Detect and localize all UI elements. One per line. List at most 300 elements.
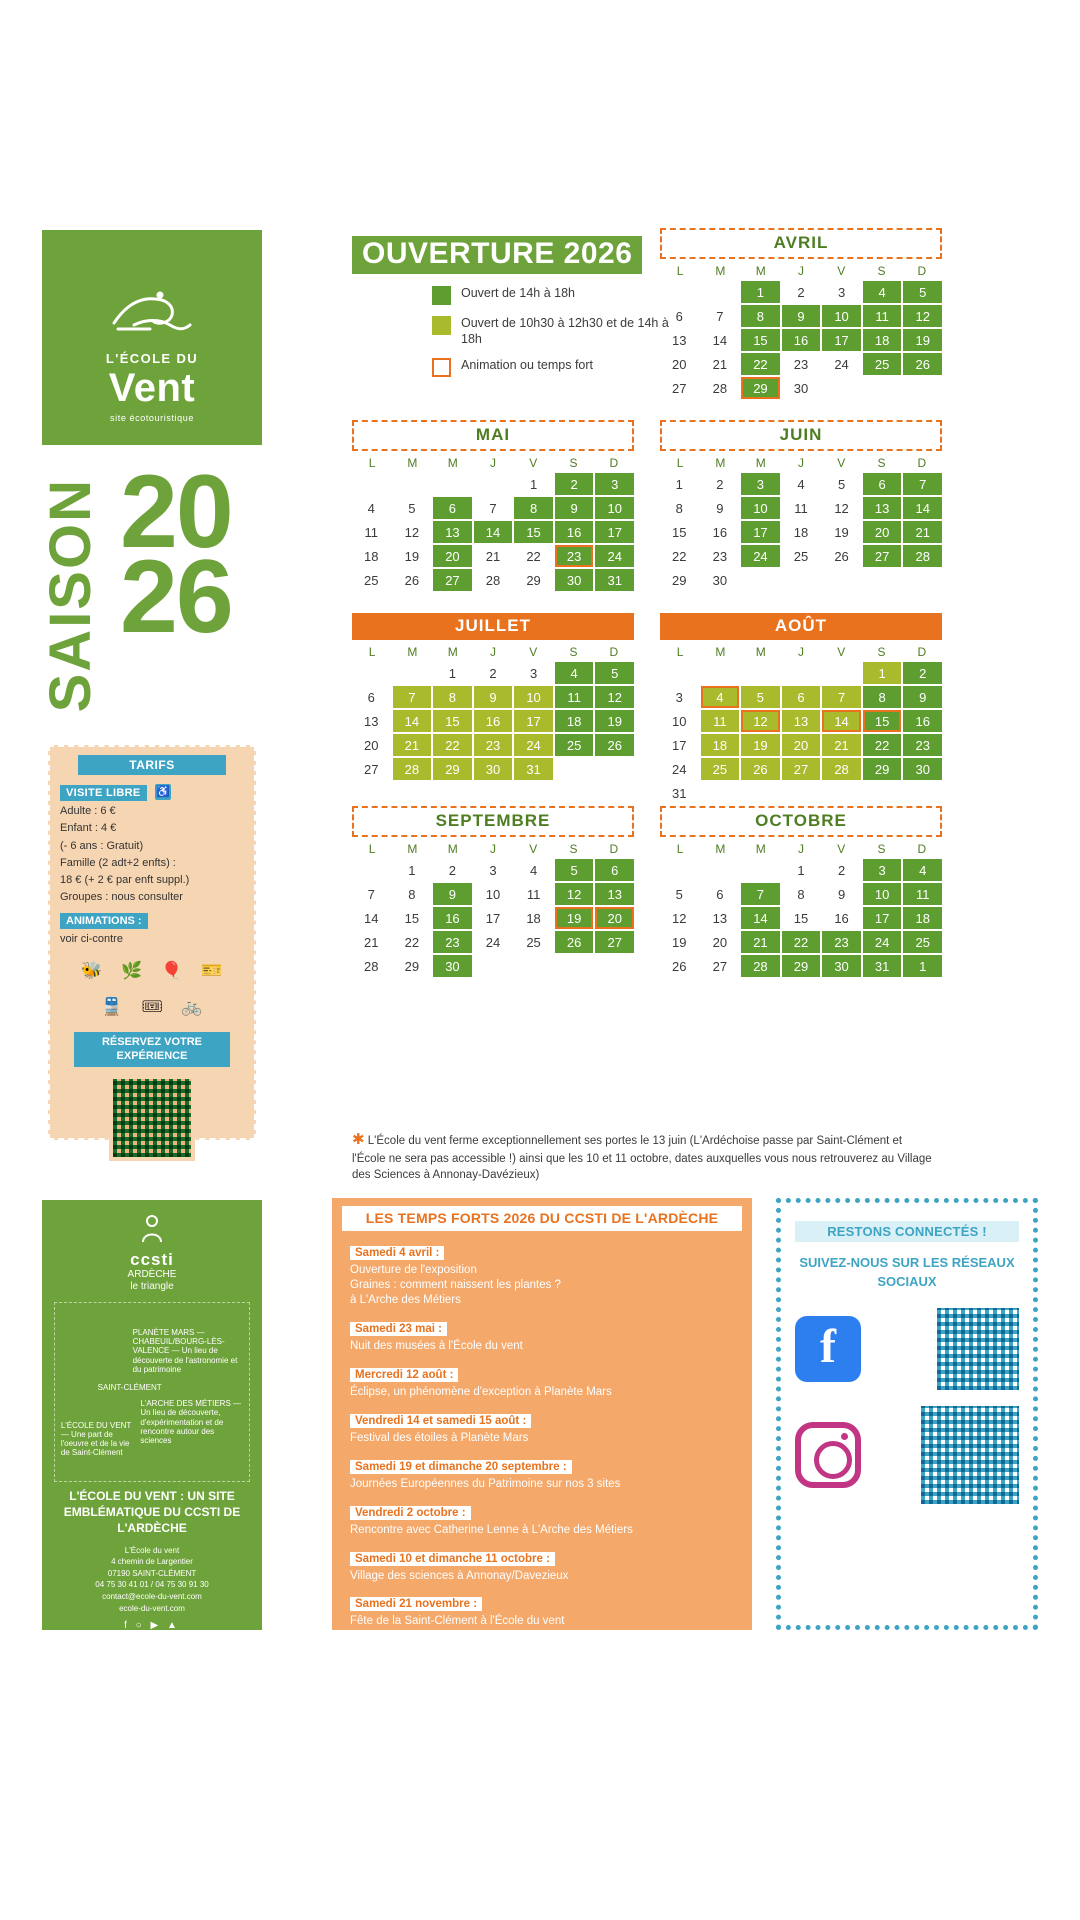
weekday-label: L (368, 645, 376, 659)
day-cell: 15 (793, 910, 809, 926)
day-cell: 22 (404, 934, 420, 950)
map-point-1: SAINT-CLÉMENT (97, 1383, 162, 1393)
day-cell: 7 (741, 883, 780, 905)
map-point-2: L'ARCHE DES MÉTIERS — Un lieu de découverte, d'expérimentation et de rencontre autour des sciences (140, 1399, 242, 1445)
day-cell: 17 (863, 907, 902, 929)
day-cell: 24 (595, 545, 634, 567)
day-cell: 25 (793, 548, 809, 564)
day-cell: 6 (595, 859, 634, 881)
weekday-label: V (529, 645, 538, 659)
day-cell: 21 (741, 931, 780, 953)
day-cell: 24 (741, 545, 780, 567)
day-cell: 3 (489, 862, 497, 878)
month-août (660, 613, 942, 804)
day-cell: 14 (741, 907, 780, 929)
day-cell: 8 (675, 500, 683, 516)
day-cell: 11 (701, 710, 740, 732)
day-cell: 24 (672, 761, 687, 777)
weekday-label: M (447, 842, 458, 856)
day-cell: 19 (741, 734, 780, 756)
weekday-header (660, 842, 942, 856)
temps-fort-description: Festival des étoiles à Planète Mars (350, 1431, 529, 1444)
day-cell: 9 (716, 500, 724, 516)
ccsti-panel (42, 1200, 262, 1653)
day-cell: 17 (485, 910, 501, 926)
month-mai (352, 420, 634, 591)
day-cell: 31 (863, 955, 902, 977)
facebook-row (795, 1308, 1019, 1390)
day-cell: 13 (712, 910, 728, 926)
day-cell: 8 (797, 886, 805, 902)
map-point-3: L'ÉCOLE DU VENT — Une part de l'oeuvre et de la vie de Saint-Clément (60, 1420, 132, 1458)
calendar-legend (432, 286, 672, 388)
weekday-label: S (877, 645, 886, 659)
day-cell: 27 (782, 758, 821, 780)
day-cell: 13 (782, 710, 821, 732)
month-title: AOÛT (660, 613, 942, 640)
day-cell: 22 (741, 353, 780, 375)
day-cell: 10 (741, 497, 780, 519)
day-cell: 26 (555, 931, 594, 953)
day-cell: 6 (675, 308, 683, 324)
temps-fort-item (350, 1243, 734, 1308)
temps-fort-item (350, 1594, 734, 1629)
day-cell: 8 (863, 686, 902, 708)
day-cell: 28 (741, 955, 780, 977)
social-panel (776, 1198, 1038, 1630)
legend-item-animation (432, 358, 672, 377)
day-cell: 20 (433, 545, 472, 567)
day-cell: 11 (526, 886, 541, 902)
day-cell: 22 (433, 734, 472, 756)
day-cell: 30 (822, 955, 861, 977)
wind-icon: 🎈 (161, 961, 183, 981)
day-cell: 26 (672, 958, 687, 974)
wind-character-icon (104, 275, 200, 345)
day-cell: 28 (822, 758, 861, 780)
temps-fort-description: Nuit des musées à l'École du vent (350, 1339, 523, 1352)
day-cell: 19 (903, 329, 942, 351)
month-title: AVRIL (660, 228, 942, 259)
temps-forts-list (332, 1243, 752, 1629)
day-cell: 29 (741, 377, 780, 399)
weekday-label: V (837, 456, 846, 470)
day-cell: 7 (393, 686, 432, 708)
day-grid (660, 281, 942, 399)
day-cell: 16 (474, 710, 513, 732)
day-cell: 10 (514, 686, 553, 708)
temps-forts-title: LES TEMPS FORTS 2026 DU CCSTI DE L'ARDÈCHE (342, 1206, 742, 1231)
weekday-label: D (917, 456, 927, 470)
ticket-icon: 🎟 (141, 997, 163, 1017)
social-title: RESTONS CONNECTÉS ! (795, 1221, 1019, 1242)
day-cell: 11 (364, 524, 379, 540)
day-cell: 2 (555, 473, 594, 495)
day-cell: 8 (408, 886, 416, 902)
tarifs-lines (60, 804, 244, 905)
day-cell: 8 (514, 497, 553, 519)
day-cell: 30 (712, 572, 728, 588)
day-cell: 16 (712, 524, 728, 540)
day-cell: 4 (555, 662, 594, 684)
activity-pictograms (60, 956, 244, 1022)
ccsti-social-icons[interactable]: f ○ ▶ ▲ (124, 1620, 180, 1632)
day-cell: 16 (903, 710, 942, 732)
reserve-button[interactable]: RÉSERVEZ VOTRE EXPÉRIENCE (74, 1032, 230, 1067)
day-cell: 12 (404, 524, 420, 540)
weekday-header (352, 645, 634, 659)
day-cell: 1 (675, 476, 683, 492)
day-cell: 3 (837, 284, 846, 300)
tarif-line-5: Groupes : nous consulter (60, 891, 183, 904)
day-cell: 15 (741, 329, 780, 351)
tarif-line-3: Famille (2 adt+2 enfts) : (60, 856, 176, 869)
temps-fort-date: Samedi 10 et dimanche 11 octobre : (350, 1552, 555, 1566)
day-cell: 28 (485, 572, 501, 588)
day-cell: 14 (474, 521, 513, 543)
day-cell: 14 (903, 497, 942, 519)
temps-fort-item (350, 1365, 734, 1400)
weekday-label: M (715, 645, 726, 659)
weekday-label: M (715, 842, 726, 856)
weekday-label: S (569, 645, 578, 659)
logo-line-3: site écotouristique (110, 413, 194, 423)
day-cell: 5 (408, 500, 416, 516)
day-cell: 18 (526, 910, 541, 926)
day-cell: 29 (672, 572, 687, 588)
weekday-label: M (715, 264, 726, 278)
weekday-header (660, 456, 942, 470)
accessibility-icon: ♿ (156, 785, 170, 798)
season-word: SAISON (38, 478, 103, 713)
sncf-icon: 🚆 (101, 997, 123, 1017)
weekday-label: J (797, 645, 804, 659)
day-cell: 25 (863, 353, 902, 375)
weekday-label: M (755, 456, 766, 470)
day-cell: 29 (526, 572, 541, 588)
day-cell: 6 (716, 886, 724, 902)
day-cell: 23 (712, 548, 728, 564)
weekday-label: V (529, 456, 538, 470)
ardeche-map (54, 1302, 250, 1482)
temps-fort-date: Mercredi 12 août : (350, 1368, 458, 1382)
day-cell: 13 (364, 713, 379, 729)
day-cell: 17 (741, 521, 780, 543)
day-cell: 29 (782, 955, 821, 977)
day-cell: 21 (903, 521, 942, 543)
day-cell: 11 (555, 686, 594, 708)
instagram-row (795, 1406, 1019, 1504)
day-cell: 16 (555, 521, 594, 543)
weekday-header (660, 645, 942, 659)
temps-fort-date: Samedi 4 avril : (350, 1246, 444, 1260)
day-cell: 8 (741, 305, 780, 327)
day-cell: 4 (903, 859, 942, 881)
day-grid (660, 662, 942, 804)
day-cell: 24 (514, 734, 553, 756)
day-cell: 24 (834, 356, 849, 372)
month-title: OCTOBRE (660, 806, 942, 837)
day-cell: 27 (672, 380, 687, 396)
weekday-label: D (609, 645, 619, 659)
day-cell: 2 (489, 665, 497, 681)
calendar-title: OUVERTURE 2026 (352, 236, 642, 274)
ccsti-logo-sub1: ARDÈCHE (127, 1269, 177, 1281)
bike-icon: 🚲 (181, 997, 203, 1017)
day-cell: 25 (364, 572, 379, 588)
day-cell: 27 (595, 931, 634, 953)
day-cell: 12 (834, 500, 849, 516)
bee-icon: 🐝 (81, 961, 103, 981)
day-cell: 15 (433, 710, 472, 732)
day-cell: 23 (903, 734, 942, 756)
instagram-qr-code[interactable] (921, 1406, 1019, 1504)
plant-icon: 🌿 (121, 961, 143, 981)
day-cell: 16 (834, 910, 849, 926)
calendar-footnote-text: L'École du vent ferme exceptionnellement ses portes le 13 juin (L'Ardéchoise passe par Saint-Clément et l'École ne sera pas accessible !) ainsi que les 10 et 11 octobre, dates auxquelles vous nous retrouverez au Village des Sciences à Annonay-Davézieux) (352, 1135, 932, 1182)
weekday-label: V (837, 645, 846, 659)
weekday-label: S (877, 456, 886, 470)
temps-fort-date: Vendredi 2 octobre : (350, 1506, 471, 1520)
day-grid (660, 859, 942, 977)
day-cell: 18 (555, 710, 594, 732)
day-cell: 7 (489, 500, 497, 516)
ccsti-partners (52, 1643, 252, 1652)
ccsti-headline: L'ÉCOLE DU VENT : UN SITE EMBLÉMATIQUE DU CCSTI DE L'ARDÈCHE (63, 1489, 241, 1536)
day-cell: 14 (712, 332, 728, 348)
tarif-line-4: 18 € (+ 2 € par enft suppl.) (60, 874, 190, 887)
temps-fort-date: Samedi 21 novembre : (350, 1597, 482, 1611)
day-cell: 20 (364, 737, 379, 753)
day-cell: 27 (863, 545, 902, 567)
temps-fort-item (350, 1411, 734, 1446)
weekday-label: S (877, 842, 886, 856)
weekday-label: L (676, 842, 684, 856)
partner-triangle: le triangle (198, 1643, 237, 1653)
day-cell: 8 (433, 686, 472, 708)
day-cell: 15 (863, 710, 902, 732)
weekday-label: D (609, 456, 619, 470)
day-cell: 25 (701, 758, 740, 780)
day-cell: 21 (393, 734, 432, 756)
day-cell: 6 (367, 689, 375, 705)
day-cell: 19 (555, 907, 594, 929)
day-cell: 14 (364, 910, 379, 926)
day-cell: 19 (672, 934, 687, 950)
day-cell: 18 (364, 548, 379, 564)
legend-label-olive: Ouvert de 10h30 à 12h30 et de 14h à 18h (461, 316, 669, 346)
tarif-line-0: Adulte : 6 € (60, 805, 116, 817)
weekday-label: J (797, 842, 804, 856)
instagram-icon[interactable] (795, 1422, 861, 1488)
day-cell: 9 (555, 497, 594, 519)
weekday-label: D (609, 842, 619, 856)
day-cell: 5 (741, 686, 780, 708)
day-cell: 10 (595, 497, 634, 519)
temps-fort-description: Éclipse, un phénomène d'exception à Planète Mars (350, 1385, 612, 1398)
temps-fort-date: Samedi 23 mai : (350, 1322, 447, 1336)
temps-fort-description: Village des sciences à Annonay/Davezieux (350, 1569, 569, 1582)
day-cell: 29 (863, 758, 902, 780)
day-cell: 9 (837, 886, 846, 902)
weekday-label: D (917, 645, 927, 659)
day-cell: 17 (672, 737, 687, 753)
day-cell: 19 (834, 524, 849, 540)
day-cell: 18 (863, 329, 902, 351)
month-juin (660, 420, 942, 591)
day-cell: 11 (863, 305, 902, 327)
day-cell: 4 (797, 476, 805, 492)
day-cell: 1 (741, 281, 780, 303)
day-cell: 13 (433, 521, 472, 543)
animations-label: ANIMATIONS : (60, 913, 148, 929)
day-cell: 20 (672, 356, 687, 372)
day-cell: 2 (716, 476, 724, 492)
day-cell: 9 (903, 686, 942, 708)
day-cell: 22 (863, 734, 902, 756)
day-cell: 14 (393, 710, 432, 732)
day-cell: 23 (793, 356, 809, 372)
weekday-label: M (715, 456, 726, 470)
day-cell: 10 (672, 713, 687, 729)
day-cell: 30 (433, 955, 472, 977)
weekday-label: S (877, 264, 886, 278)
month-juillet (352, 613, 634, 780)
weekday-label: M (755, 645, 766, 659)
day-cell: 6 (863, 473, 902, 495)
temps-fort-item (350, 1503, 734, 1538)
weekday-label: M (407, 645, 418, 659)
day-cell: 24 (485, 934, 501, 950)
logo-line-2: Vent (108, 366, 196, 410)
day-cell: 20 (712, 934, 728, 950)
day-cell: 30 (793, 380, 809, 396)
weekday-label: J (489, 645, 496, 659)
day-grid (352, 662, 634, 780)
day-cell: 5 (555, 859, 594, 881)
day-cell: 17 (595, 521, 634, 543)
day-cell: 22 (782, 931, 821, 953)
month-septembre (352, 806, 634, 977)
social-subtitle: SUIVEZ-NOUS SUR LES RÉSEAUX SOCIAUX (799, 1255, 1015, 1289)
day-cell: 7 (367, 886, 375, 902)
day-cell: 6 (782, 686, 821, 708)
weekday-label: M (447, 645, 458, 659)
day-cell: 23 (433, 931, 472, 953)
weekday-label: L (368, 842, 376, 856)
weekday-label: M (407, 456, 418, 470)
weekday-label: J (797, 264, 804, 278)
reservation-qr-code[interactable] (109, 1075, 195, 1161)
facebook-qr-code[interactable] (937, 1308, 1019, 1390)
weekday-label: D (917, 842, 927, 856)
ccsti-mark-icon (135, 1212, 169, 1246)
day-cell: 12 (903, 305, 942, 327)
day-cell: 27 (364, 761, 379, 777)
day-cell: 2 (797, 284, 805, 300)
ccsti-logo-sub2: le triangle (130, 1280, 174, 1292)
day-cell: 19 (595, 710, 634, 732)
partner-ardeche: Ardèche (136, 1643, 169, 1653)
weekday-label: S (569, 842, 578, 856)
season-year-top: 20 (120, 454, 232, 570)
legend-swatch-outline (432, 358, 451, 377)
day-cell: 24 (863, 931, 902, 953)
day-cell: 16 (433, 907, 472, 929)
day-cell: 28 (364, 958, 379, 974)
day-cell: 1 (863, 662, 902, 684)
day-cell: 9 (433, 883, 472, 905)
asterisk-icon: ✱ (352, 1131, 365, 1148)
temps-fort-item (350, 1549, 734, 1584)
day-cell: 12 (672, 910, 687, 926)
weekday-label: L (676, 645, 684, 659)
day-cell: 1 (529, 476, 538, 492)
month-octobre (660, 806, 942, 977)
day-cell: 17 (822, 329, 861, 351)
day-cell: 20 (595, 907, 634, 929)
weekday-label: M (407, 842, 418, 856)
day-cell: 7 (903, 473, 942, 495)
weekday-header (352, 456, 634, 470)
temps-fort-description: Ouverture de l'exposition Graines : comment naissent les plantes ? à L'Arche des Métiers (350, 1264, 561, 1306)
calendar-footnote (352, 1129, 932, 1184)
tarifs-card (48, 745, 256, 1140)
day-cell: 26 (741, 758, 780, 780)
facebook-icon[interactable]: f (795, 1316, 861, 1382)
weekday-header (352, 842, 634, 856)
month-title: SEPTEMBRE (352, 806, 634, 837)
weekday-label: V (529, 842, 538, 856)
weekday-label: V (837, 264, 846, 278)
month-avril (660, 228, 942, 399)
day-cell: 28 (393, 758, 432, 780)
day-grid (352, 473, 634, 591)
temps-forts-note: Détails sur arche-des-metiers.com (350, 1643, 518, 1656)
day-cell: 10 (863, 883, 902, 905)
day-cell: 9 (474, 686, 513, 708)
ccsti-logo (52, 1212, 252, 1292)
day-cell: 25 (526, 934, 541, 950)
temps-fort-date: Vendredi 14 et samedi 15 août : (350, 1414, 531, 1428)
day-cell: 1 (797, 862, 805, 878)
day-cell: 21 (485, 548, 501, 564)
day-cell: 4 (701, 686, 740, 708)
day-cell: 3 (529, 665, 538, 681)
day-cell: 15 (672, 524, 687, 540)
day-cell: 13 (863, 497, 902, 519)
day-cell: 18 (701, 734, 740, 756)
day-cell: 30 (555, 569, 594, 591)
weekday-label: S (569, 456, 578, 470)
temps-forts-panel (332, 1198, 752, 1656)
day-cell: 21 (364, 934, 379, 950)
weekday-label: V (837, 842, 846, 856)
temps-fort-item (350, 1457, 734, 1492)
legend-item-olive (432, 316, 672, 347)
day-cell: 1 (903, 955, 942, 977)
ecole-du-vent-logo (42, 230, 262, 445)
day-cell: 26 (595, 734, 634, 756)
month-title: MAI (352, 420, 634, 451)
day-cell: 1 (448, 665, 457, 681)
day-cell: 29 (404, 958, 420, 974)
animations-text: voir ci-contre (60, 932, 123, 945)
day-cell: 3 (863, 859, 902, 881)
weekday-label: M (755, 264, 766, 278)
day-cell: 10 (822, 305, 861, 327)
day-cell: 25 (903, 931, 942, 953)
